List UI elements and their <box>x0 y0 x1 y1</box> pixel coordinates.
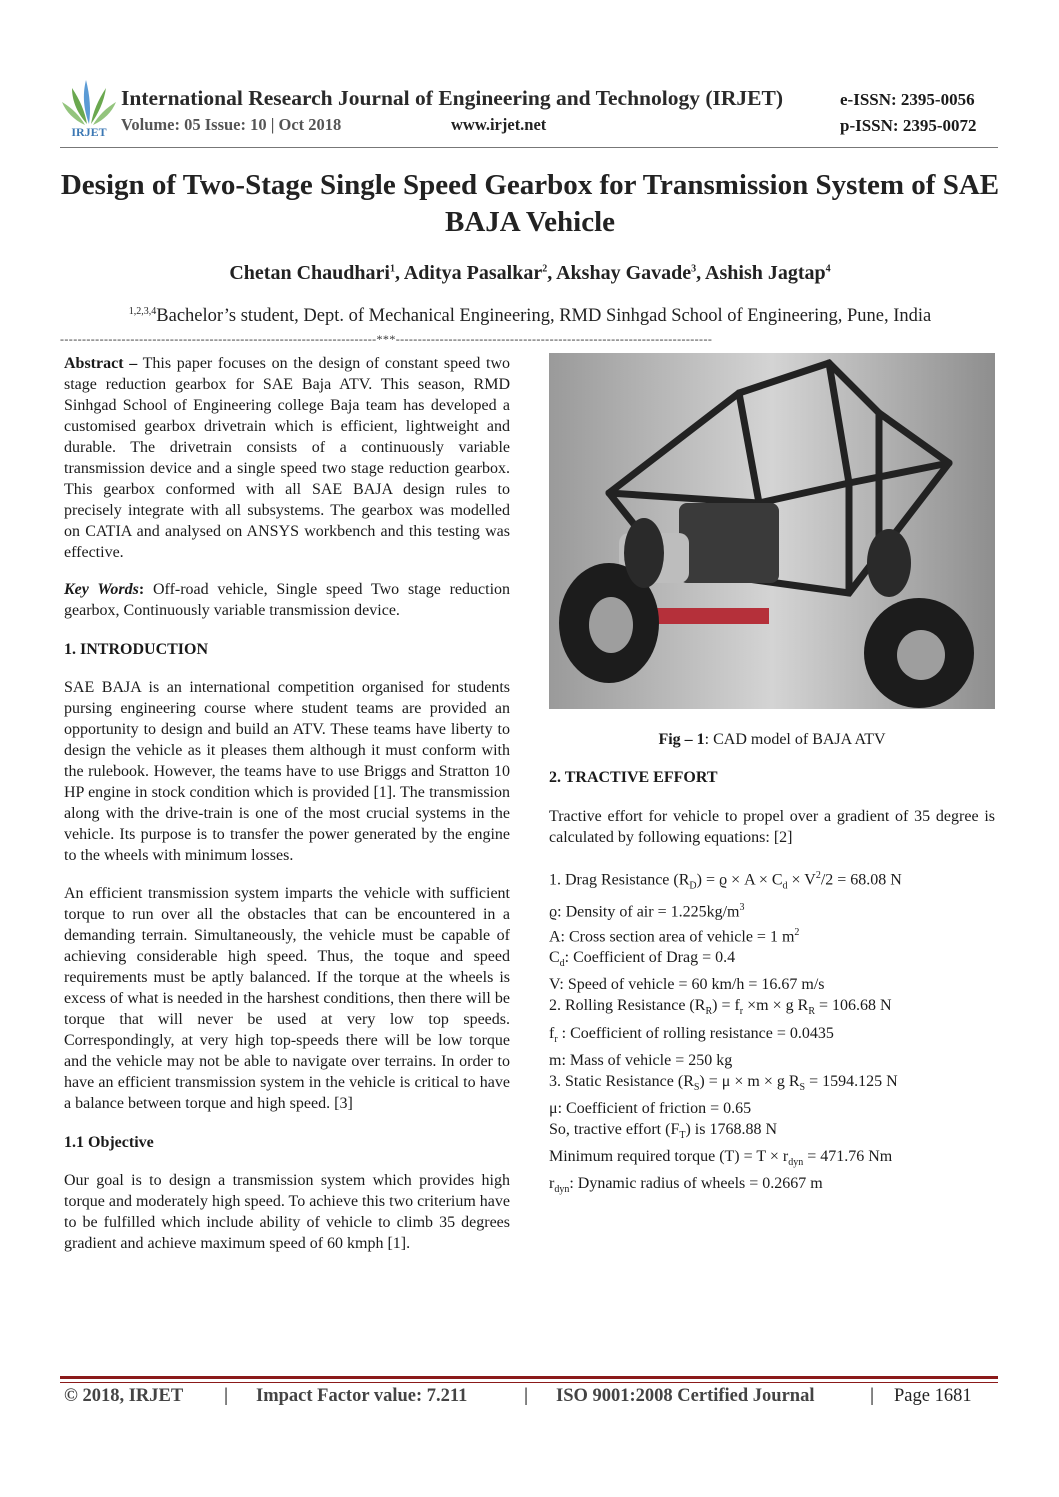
journal-website[interactable]: www.irjet.net <box>451 115 547 134</box>
author-name: Chetan Chaudhari <box>229 262 390 284</box>
logo-text: IRJET <box>71 125 107 138</box>
irjet-logo <box>60 76 118 138</box>
author-sup: 3 <box>691 263 697 275</box>
suspension-arm-icon <box>649 608 769 624</box>
section-heading-tractive-effort: 2. TRACTIVE EFFORT <box>549 769 718 786</box>
vehicle-speed: V: Speed of vehicle = 60 km/h = 16.67 m/s <box>549 976 825 994</box>
author-sup: 4 <box>825 263 831 275</box>
cross-section-area: A: Cross section area of vehicle = 1 $m^2$ <box>549 926 800 946</box>
footer-impact-factor: Impact Factor value: 7.211 <box>256 1386 468 1406</box>
tractive-intro: Tractive effort for vehicle to propel over a gradient of 35 degree is calculated by following equations: [2] <box>549 808 995 846</box>
journal-name: International Research Journal of Engineering and Technology (IRJET) <box>121 86 783 110</box>
coefficient-of-drag: $C_d$: Coefficient of Drag = 0.4 <box>549 949 736 970</box>
author-sup: 1 <box>389 263 395 275</box>
intro-paragraph-1: SAE BAJA is an international competition organised for students pursing engineering course where student teams are provided an opportunity to design and build an ATV. These teams have liberty to design the vehicle as it pleases them although it must conform with the rulebook. However, the teams have to use Briggs and Stratton 10 HP engine in stock condition which is provided [1]. The transmission along with the drive-train is one of the most crucial systems in the vehicle. Its purpose is to transfer the power generated by the engine to the wheels with minimum losses. <box>64 679 510 864</box>
author-name: Aditya Pasalkar <box>403 262 543 284</box>
figure-caption-text: : CAD model of BAJA ATV <box>704 731 886 748</box>
figure-label: Fig – 1 <box>658 731 705 748</box>
abstract-label: Abstract – <box>64 355 138 372</box>
page-footer <box>64 1386 994 1407</box>
vehicle-mass: m: Mass of vehicle = 250 kg <box>549 1051 733 1069</box>
author-sup: 2 <box>542 263 548 275</box>
affiliation-sup: 1,2,3,4 <box>128 306 157 317</box>
equation-drag: 1. Drag Resistance $(R_D) = ϱ \times A \times C_d \times V^2/2 = 68.08$ N <box>549 870 902 892</box>
left-column <box>64 353 510 1254</box>
footer-rule-thin <box>60 1382 998 1383</box>
pissn: p-ISSN: 2395-0072 <box>840 116 977 135</box>
figure-baja-atv-cad <box>549 353 995 709</box>
section-heading-objective: 1.1 Objective <box>64 1134 154 1151</box>
keywords: Key Words: Off-road vehicle, Single speed Two stage reduction gearbox, Continuously variable transmission device. <box>64 581 511 619</box>
objective-paragraph: Our goal is to design a transmission system which provides high torque and moderately high speed. To achieve this two criterium have to be fulfilled which include ability of vehicle to climb 35 degrees gradient and achieve maximum speed of 60 kmph [1]. <box>64 1172 510 1252</box>
author-name: Ashish Jagtap <box>705 262 826 284</box>
wheel-icon <box>864 598 974 708</box>
logo-leaves-icon <box>62 80 116 125</box>
keywords-label: Key Words <box>64 581 139 598</box>
journal-meta <box>121 115 546 135</box>
footer-separator: | <box>224 1386 229 1406</box>
footer-copyright: © 2018, IRJET <box>64 1386 184 1406</box>
friction-coefficient: μ: Coefficient of friction = 0.65 <box>549 1099 752 1117</box>
keywords-text: Off-road vehicle, Single speed Two stage reduction gearbox, Continuously variable transmission device. <box>64 581 511 619</box>
required-torque: Minimum required torque $(T) = T \times r_{dyn} = 471.76$ Nm <box>549 1148 893 1169</box>
density-of-air: ϱ: Density of air = $1.225kg/m^3$ <box>549 901 745 920</box>
eissn: e-ISSN: 2395-0056 <box>840 90 975 109</box>
figure-caption <box>549 729 995 750</box>
footer-separator: | <box>524 1386 529 1406</box>
section-heading-introduction: 1. INTRODUCTION <box>64 641 209 658</box>
author-list: Chetan Chaudhari$^1$, Aditya Pasalkar$^2$, Akshay Gavade$^3$, Ashish Jagtap$^4$ <box>229 262 831 284</box>
tractive-effort-result: So, tractive effort $(F_T)$ is 1768.88 N <box>549 1120 778 1142</box>
affiliation-text: Bachelor’s student, Dept. of Mechanical Engineering, RMD Sinhgad School of Engineering, Pune, India <box>156 306 932 327</box>
paper-title: Design of Two-Stage Single Speed Gearbox for Transmission System of SAE BAJA Vehicle <box>60 169 1000 238</box>
footer-page-number: Page 1681 <box>894 1386 972 1406</box>
journal-volume: Volume: 05 Issue: 10 | Oct 2018 <box>121 115 342 134</box>
affiliation <box>60 306 1000 327</box>
dynamic-radius: $r_{dyn}$: Dynamic radius of wheels = 0.2667 m <box>549 1175 823 1196</box>
intro-paragraph-2: An efficient transmission system imparts the vehicle with sufficient torque to run over all the obstacles that can be encountered in a demanding terrain. Simultaneously, the vehicle must be capable of achieving considerable high speed. Thus, the toque and speed requirements must be aptly balanced. If the torque at the wheels is excess of what is needed in the harshest conditions, then there will be torque that will never be used at very low top speeds. Correspondingly, at very high top-speeds there will be low torque and the vehicle may not be able to navigate over terrains. In order to have an efficient transmission system in the vehicle is critical to have a balance between torque and high speed. [3] <box>64 885 510 1112</box>
right-column <box>549 353 995 1200</box>
footer-iso: ISO 9001:2008 Certified Journal <box>556 1386 815 1406</box>
author-name: Akshay Gavade <box>556 262 692 284</box>
equation-static: 3. Static Resistance $(R_S) = \mu \times m \times g$ $R_S = 1594.125$ N <box>549 1072 898 1093</box>
abstract-text: This paper focuses on the design of constant speed two stage reduction gearbox for SAE Baja ATV. This season, RMD Sinhgad School of Engineering college Baja team has developed a customised gearbox drivetrain which is efficient, lightweight and durable. The drivetrain consists of a continuously variable transmission device and a single speed two stage reduction gearbox. This gearbox conformed with all SAE BAJA design rules to precisely integrate with all subsystems. The gearbox was modelled on CATIA and analysed on ANSYS workbench and this testing was effective. <box>64 355 511 561</box>
rolling-coefficient: $f_r$ : Coefficient of rolling resistance = 0.0435 <box>549 1024 834 1045</box>
abstract <box>64 353 510 563</box>
equation-rolling: 2. Rolling Resistance $(R_R) = f_r \times m \times g$ $R_R = 106.68$ N <box>549 997 892 1018</box>
footer-separator: | <box>870 1386 875 1406</box>
header-rule <box>60 147 998 148</box>
section-divider: ------------------------------------------------------------------------***------------------------------------------------------------------------ <box>60 333 713 345</box>
footer-rule <box>60 1376 998 1379</box>
